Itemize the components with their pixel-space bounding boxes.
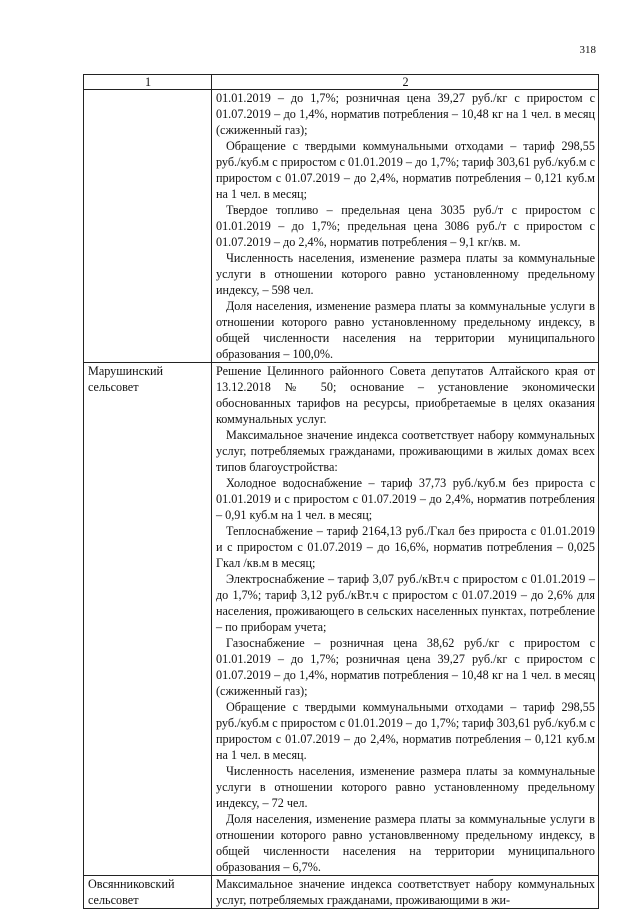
description-cell [211,363,598,876]
table-row [84,90,599,363]
description-paragraph: Твердое топливо – предельная цена 3035 руб./т с приростом с 01.01.2019 – до 1,7%; предельная цена 3086 руб./т с приростом с 01.07.2019 – до 2,4%, норматив потребления – 9,1 кг/кв. м. [215,203,595,249]
description-cell [211,90,598,363]
table-row [84,876,599,909]
description-paragraph: Электроснабжение – тариф 3,07 руб./кВт.ч с приростом с 01.01.2019 – до 1,7%; тариф 3,12 руб./кВт.ч с приростом с 01.07.2019 – до 2,6% для населения, проживающего в сельских населенных пунктах, потребление – по приборам учета; [215,572,595,634]
description-paragraph: Холодное водоснабжение – тариф 37,73 руб./куб.м без прироста с 01.01.2019 и с приростом с 01.07.2019 – до 2,4%, норматив потребления – 0,91 куб.м на 1 чел. в месяц; [215,476,595,522]
description-paragraph: Теплоснабжение – тариф 2164,13 руб./Гкал без прироста с 01.01.2019 и с приростом с 01.07.2019 – до 16,6%, норматив потребления – 0,025 Гкал /кв.м в месяц; [215,524,595,570]
municipality-cell [84,363,212,876]
page-number: 318 [579,44,596,56]
column-header-1: 1 [84,75,212,90]
description-paragraph: Газоснабжение – розничная цена 38,62 руб./кг с приростом с 01.01.2019 – до 1,7%; розничная цена 39,27 руб./кг с приростом с 01.07.2019 – до 1,4%, норматив потребления – 10,48 кг на 1 чел. в месяц (сжиженный газ); [215,636,595,698]
description-paragraph: Численность населения, изменение размера платы за коммунальные услуги в отношении которого равно установленному предельному индексу, – 598 чел. [215,251,595,297]
description-cell [211,876,598,909]
municipality-cell [84,90,212,363]
description-paragraph: Доля населения, изменение размера платы за коммунальные услуги в отношении которого равно установленному предельному индексу, в общей численности населения на территории муниципального образования – 100,0%. [215,299,595,361]
table-header-row [84,75,599,90]
tariff-table [83,74,599,909]
description-paragraph: Решение Целинного районного Совета депутатов Алтайского края от 13.12.2018 № 50; основание – установление экономически обоснованных тарифов на ресурсы, приобретаемые в целях оказания коммунальных услуг. [215,364,595,426]
municipality-name: Марушинский сельсовет [88,364,164,394]
description-paragraph: 01.01.2019 – до 1,7%; розничная цена 39,27 руб./кг с приростом с 01.07.2019 – до 1,4%, норматив потребления – 10,48 кг на 1 чел. в месяц (сжиженный газ); [215,91,595,137]
description-paragraph: Доля населения, изменение размера платы за коммунальные услуги в отношении которого равно установлвенному предельному индексу, в общей численности населения на территории муниципального образования – 6,7%. [215,812,595,874]
municipality-cell [84,876,212,909]
column-header-2: 2 [211,75,598,90]
description-paragraph: Численность населения, изменение размера платы за коммунальные услуги в отношении которого равно установленному предельному индексу, – 72 чел. [215,764,595,810]
description-paragraph: Обращение с твердыми коммунальными отходами – тариф 298,55 руб./куб.м с приростом с 01.01.2019 – до 1,7%; тариф 303,61 руб./куб.м с приростом с 01.07.2019 – до 2,4%, норматив потребления – 0,121 куб.м на 1 чел. в месяц. [215,700,595,762]
municipality-name: Овсянниковский сельсовет [88,877,175,907]
table-row [84,363,599,876]
description-paragraph: Обращение с твердыми коммунальными отходами – тариф 298,55 руб./куб.м с приростом с 01.01.2019 – до 1,7%; тариф 303,61 руб./куб.м с приростом с 01.07.2019 – до 2,4%, норматив потребления – 0,121 куб.м на 1 чел. в месяц; [215,139,595,201]
description-paragraph: Максимальное значение индекса соответствует набору коммунальных услуг, потребляемых гражданами, проживающими в жилых домах всех типов благоустройства: [215,428,595,474]
description-paragraph: Максимальное значение индекса соответствует набору коммунальных услуг, потребляемых гражданами, проживающими в жи- [215,877,595,907]
